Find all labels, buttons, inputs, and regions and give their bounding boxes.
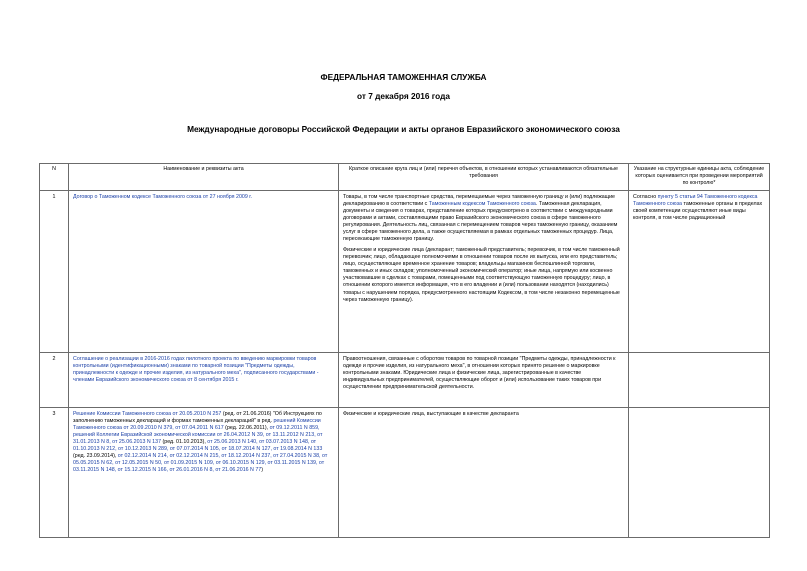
document-date: от 7 декабря 2016 года xyxy=(357,91,450,101)
act-link[interactable]: решений Комиссии Таможенного союза от 20.09.2010 N 379, от 07.04.2011 N 617 xyxy=(73,418,321,432)
description-text: Товары, в том числе транспортные средства, перемещаемые через таможенную границу и (или) подлежащие декларированию в соответствии с xyxy=(343,194,615,208)
act-link[interactable]: Соглашение о реализации в 2016-2016 годах пилотного проекта по введению маркировки товаров контрольными (идентификационными) знаками по товарной позиции "Предметы одежды, принадлежности к одежде и прочие изделия, из натурального меха", подписанного государствами - членами Евразийского экономического союза от 8 сентября 2015 г. xyxy=(73,356,319,384)
table-header-row xyxy=(40,164,770,191)
act-text: (ред. от 21.06.2016) "Об Инструкциях по заполнению таможенных деклараций и формах таможенных деклараций" в ред. xyxy=(73,411,322,425)
description-cell xyxy=(339,191,629,353)
description-text: . Таможенная декларация, документы и сведения о товарах, представление которых предусмотрено в соответствии с международными договорами и актами, составляющими право Евразийского экономического союза в сфере таможенного регулирования. Деятельность лиц, связанная с перемещением товаров через таможенную границу, оказанием услуг в сфере таможенного дела, а также осуществляемая в рамках отдельных таможенных процедур. Лица, пересекающие таможенную границу. xyxy=(343,201,618,243)
description-cell: Правоотношения, связанные с оборотом товаров по товарной позиции "Предметы одежды, принадлежности к одежде и прочие изделия, из натурального меха", в отношении которых принято решение о маркировке контрольными знаками. Юридические лица и физические лица, зарегистрированные в качестве индивидуальных предпринимателей, осуществляющие оборот и (или) использование таких товаров при осуществлении предпринимательской деятельности. xyxy=(339,353,629,408)
description-paragraph: Физические и юридические лица (декларант; таможенный представитель; перевозчик, в том числе таможенный перевозчик; лицо, обладающее полномочиями в отношении товаров после их выпуска, или его представитель; лицо, осуществляющее временное хранение товаров; владельцы магазинов беспошлинной торговли, таможенных и иных складов; уполномоченный экономический оператор; иные лица, напрямую или косвенно участвовавшие в сделках с товарами, помещенными под соответствующую таможенную процедуру; лицо, в отношении которого имеется информация, что в его владении и (или) пользовании находятся (находились) товары с нарушением порядка, предусмотренного настоящим Кодексом, в том числе незаконно перемещенные через таможенную границу). xyxy=(343,247,620,303)
description-cell: Физические и юридические лица, выступающие в качестве декларанта xyxy=(339,408,629,538)
row-number: 2 xyxy=(40,353,69,408)
act-cell xyxy=(69,408,339,538)
act-text: (ред. 01.10.2013), xyxy=(161,439,208,446)
col-header-structural-units: Указание на структурные единицы акта, соблюдение которых оценивается при проведении мероприятий по контролю* xyxy=(629,164,770,191)
act-cell xyxy=(69,353,339,408)
act-text: (ред. 22.06.2011), xyxy=(223,425,270,432)
act-cell xyxy=(69,191,339,353)
act-text: ) xyxy=(261,467,264,474)
agency-title: ФЕДЕРАЛЬНАЯ ТАМОЖЕННАЯ СЛУЖБА xyxy=(320,72,487,82)
col-header-description: Краткое описание круга лиц и (или) перечня объектов, в отношении которых устанавливаются обязательные требования xyxy=(339,164,629,191)
table-row xyxy=(40,191,770,353)
row-number: 1 xyxy=(40,191,69,353)
col-header-act: Наименование и реквизиты акта xyxy=(69,164,339,191)
act-link[interactable]: Решение Комиссии Таможенного союза от 20.05.2010 N 257 xyxy=(73,411,222,418)
table-row xyxy=(40,408,770,538)
table-row xyxy=(40,353,770,408)
structural-units-cell xyxy=(629,408,770,538)
act-text: (ред. 23.09.2014), xyxy=(73,453,118,460)
document-subtitle: Международные договоры Российской Федерации и акты органов Евразийского экономического союза xyxy=(187,124,620,134)
act-link[interactable]: от 09.12.2011 N 859, решений Коллегии Евразийской экономической комиссии от 26.04.2012 N 39, от 13.11.2012 N 213, от 31.01.2013 N 8, от 25.06.2013 N 137 xyxy=(73,425,323,446)
acts-table xyxy=(39,163,770,538)
article-link[interactable]: пункту 5 статьи 94 Таможенного кодекса Таможенного союза xyxy=(633,194,758,208)
structural-units-cell xyxy=(629,191,770,353)
col-header-number: N xyxy=(40,164,69,191)
customs-code-link[interactable]: Таможенным кодексом Таможенного союза xyxy=(428,201,536,208)
description-paragraph xyxy=(343,194,624,243)
units-text: Согласно xyxy=(633,194,658,201)
units-text: таможенные органы в пределах своей компетенции осуществляют иные виды контроля, в том числе радиационный xyxy=(633,201,763,222)
act-link[interactable]: от 02.12.2014 N 214, от 02.12.2014 N 215, от 18.12.2014 N 237, от 27.04.2015 N 38, от 05.05.2015 N 62, от 12.05.2015 N 50, от 01.09.2015 N 109, от 06.10.2015 N 129, от 03.11.2015 N 139, от 03.11.2015 N 148, от 15.12.2015 N 166, от 26.01.2016 N 8, от 21.06.2016 N 77 xyxy=(73,453,328,474)
structural-units-cell xyxy=(629,353,770,408)
act-link[interactable]: Договор о Таможенном кодексе Таможенного союза от 27 ноября 2009 г. xyxy=(73,194,253,201)
act-link[interactable]: от 25.06.2013 N 140, от 03.07.2013 N 148, от 01.10.2013 N 212, от 10.12.2013 N 289, от 07.07.2014 N 105, от 18.07.2014 N 127, от 19.08.2014 N 133 xyxy=(73,439,323,453)
row-number: 3 xyxy=(40,408,69,538)
